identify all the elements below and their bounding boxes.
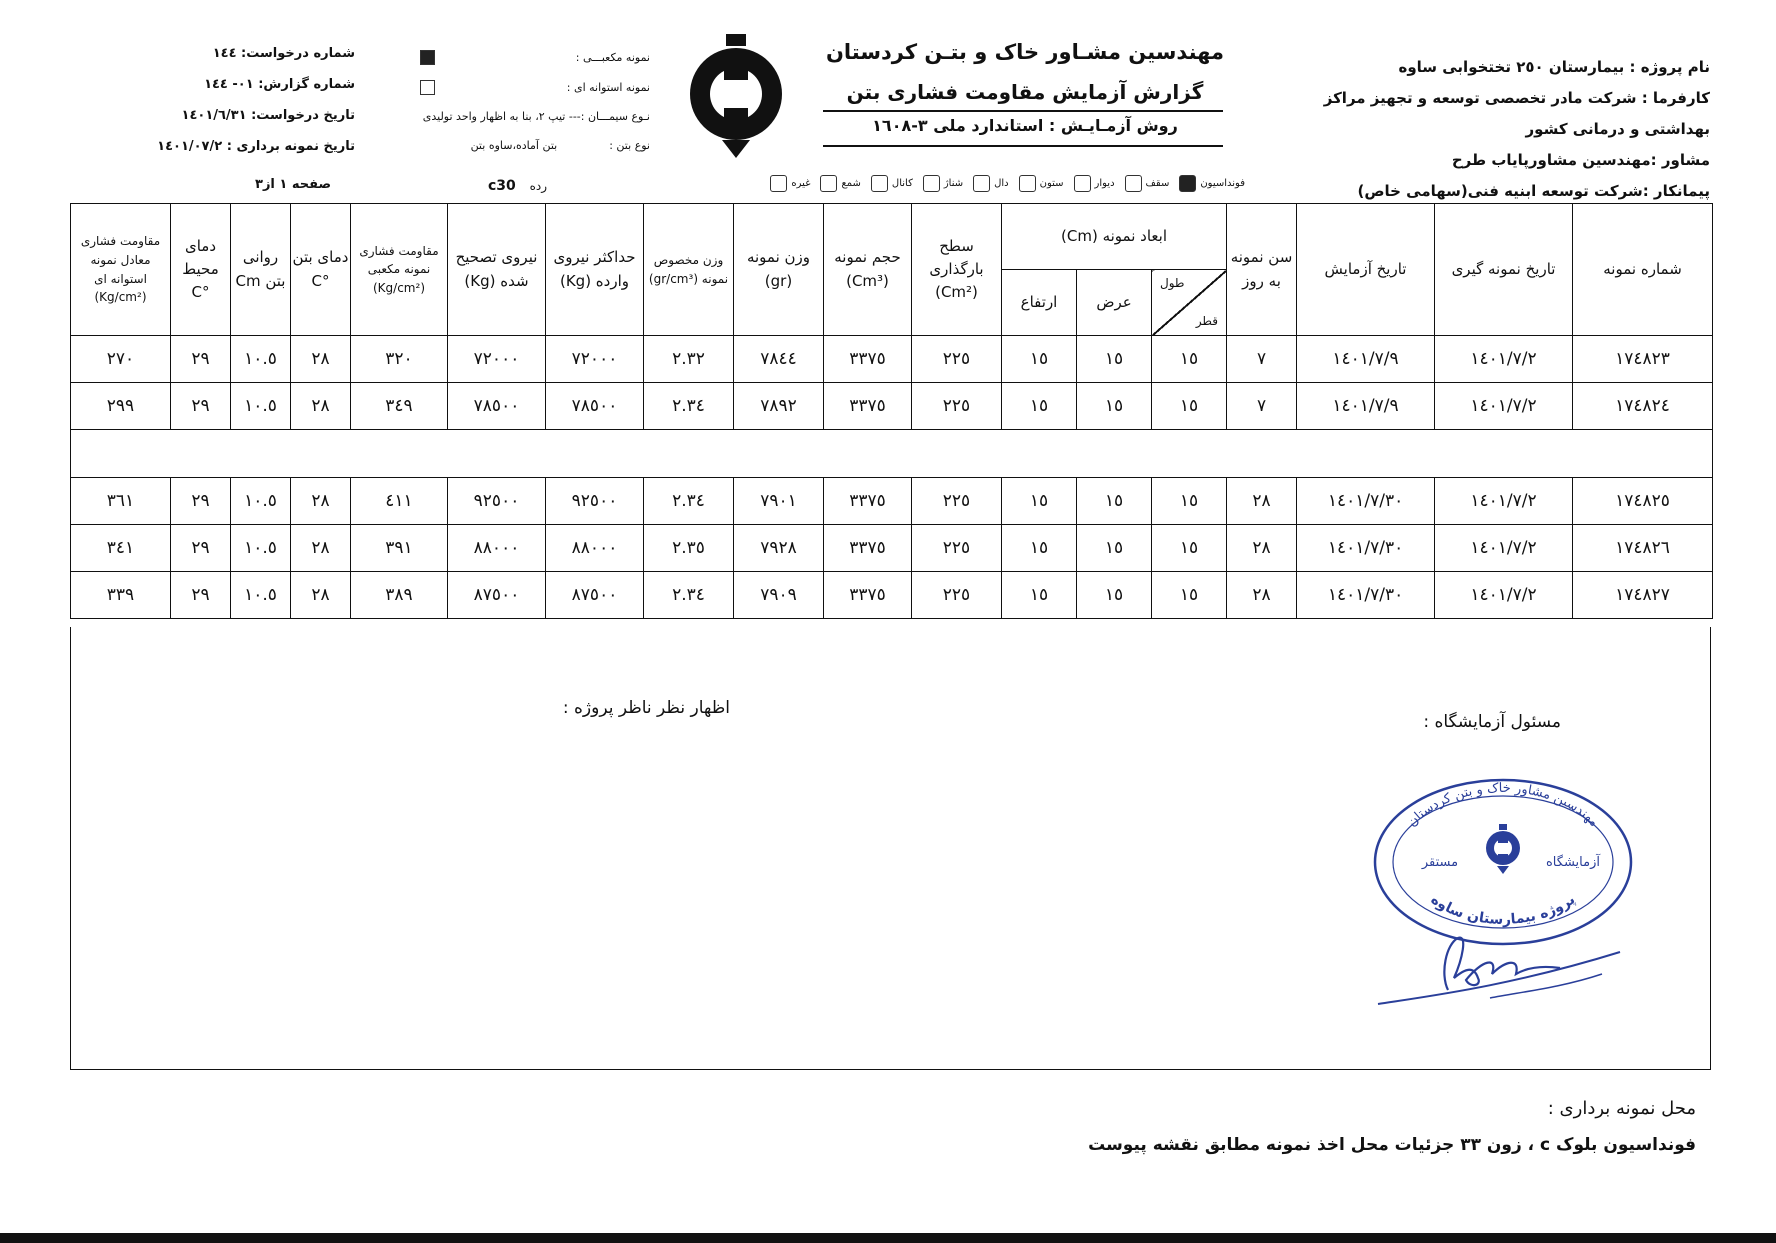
table-cell: ١٤٠١/٧/٢ <box>1435 478 1573 525</box>
table-cell: ١٥ <box>1002 525 1077 572</box>
table-cell: ٣٣٧٥ <box>824 336 912 383</box>
table-cell: ٢.٣٤ <box>644 383 734 430</box>
table-cell: ٧٨٥٠٠ <box>448 383 546 430</box>
element-foundation[interactable]: فونداسیون <box>1179 175 1245 192</box>
table-row <box>71 572 1713 619</box>
table-cell: ١٥ <box>1152 572 1227 619</box>
svg-text:مهندسین مشاور خاک و بتن کردستا <box>1405 781 1602 830</box>
table-cell: ١٠.٥ <box>231 478 291 525</box>
table-cell: ٧ <box>1227 383 1297 430</box>
grade-label: رده <box>529 179 548 193</box>
table-cell: ١٠.٥ <box>231 572 291 619</box>
checkbox-icon <box>820 175 837 192</box>
element-wall[interactable]: دیوار <box>1074 175 1115 192</box>
concrete-type-label: نوع بتن : <box>609 139 650 152</box>
table-cell: ١٠.٥ <box>231 336 291 383</box>
col-length-diameter: طول قطر <box>1152 270 1227 336</box>
project-info <box>1290 52 1710 207</box>
element-other[interactable]: غیره <box>770 175 810 192</box>
stamp-project: پروژه بیمارستان ساوه <box>1427 891 1579 928</box>
table-cell: ٢٨ <box>291 572 351 619</box>
table-cell: ٢.٣٥ <box>644 525 734 572</box>
supervisor-opinion: اظهار نظر ناظر پروژه : <box>562 698 730 718</box>
checkbox-icon <box>871 175 888 192</box>
method-rule <box>823 145 1223 147</box>
col-height: ارتفاع <box>1002 270 1077 336</box>
table-cell: ٣٦١ <box>71 478 171 525</box>
element-tie-beam[interactable]: شناژ <box>923 175 963 192</box>
table-cell: ١٥ <box>1077 478 1152 525</box>
col-sampling-date: تاریخ نمونه گیری <box>1435 204 1573 336</box>
results-table <box>70 203 1713 619</box>
checkbox-icon <box>923 175 940 192</box>
table-cell: ١٧٤٨٢٥ <box>1573 478 1713 525</box>
col-cyl-strength: مقاومت فشاری معادل نمونه استوانه ای (Kg/cm²) <box>71 204 171 336</box>
table-cell: ٩٢٥٠٠ <box>546 478 644 525</box>
sampling-date: تاریخ نمونه برداری : ١٤٠١/٠٧/٢ <box>157 139 355 154</box>
table-cell: ٧٢٠٠٠ <box>546 336 644 383</box>
company-name: مهندسین مشـاور خاک و بتـن کردستان <box>825 40 1224 64</box>
lab-responsible: مسئول آزمایشگاه : <box>1423 712 1561 732</box>
col-slump: روانی بتن Cm <box>231 204 291 336</box>
table-cell: ١٧٤٨٢٧ <box>1573 572 1713 619</box>
table-cell: ٤١١ <box>351 478 448 525</box>
table-cell: ١٥ <box>1077 336 1152 383</box>
table-cell: ٢٩ <box>171 525 231 572</box>
table-cell: ٣٢٠ <box>351 336 448 383</box>
table-cell: ٢٨ <box>291 383 351 430</box>
table-cell: ٨٧٥٠٠ <box>448 572 546 619</box>
signature <box>1370 930 1630 1010</box>
table-cell: ١٥ <box>1152 525 1227 572</box>
table-cell: ١٥ <box>1152 336 1227 383</box>
table-cell: ٧ <box>1227 336 1297 383</box>
table-cell: ٢.٣٤ <box>644 572 734 619</box>
table-cell: ٢٢٥ <box>912 383 1002 430</box>
col-concrete-temp: دمای بتن °C <box>291 204 351 336</box>
table-cell: ٢٧٠ <box>71 336 171 383</box>
project-name: نام پروژه : بیمارستان ٢٥٠ تختخوابی ساوه <box>1398 58 1710 76</box>
employer-line2: بهداشتی و درمانی کشور <box>1525 120 1710 138</box>
element-type-row <box>720 175 1245 192</box>
table-cell: ٧٩٠٩ <box>734 572 824 619</box>
grade-value: c30 <box>488 178 516 194</box>
consultant: مشاور :مهندسین مشاورپایاب طرح <box>1451 151 1710 169</box>
table-cell: ١٤٠١/٧/٢ <box>1435 383 1573 430</box>
col-dimensions: ابعاد نمونه (Cm) <box>1002 204 1227 270</box>
request-number: شماره درخواست: ١٤٤ <box>212 46 355 61</box>
element-pile[interactable]: شمع <box>820 175 860 192</box>
cube-checkbox[interactable] <box>420 50 435 65</box>
table-cell: ٣٣٧٥ <box>824 383 912 430</box>
table-cell: ٢٨ <box>291 336 351 383</box>
table-cell: ٢٩ <box>171 572 231 619</box>
checkbox-icon <box>1019 175 1036 192</box>
cement-type: نـوع سیمـــان :--- تیپ ٢، بنا به اظهار واحد تولیدی <box>422 110 650 123</box>
table-cell: ٢٨ <box>1227 478 1297 525</box>
lab-stamp <box>1368 774 1638 949</box>
col-volume: حجم نمونه (Cm³) <box>824 204 912 336</box>
table-cell: ١٧٤٨٢٦ <box>1573 525 1713 572</box>
svg-text:پروژه بیمارستان ساوه <box>1428 892 1579 928</box>
table-cell: ٣٨٩ <box>351 572 448 619</box>
element-slab-roof[interactable]: سقف <box>1125 175 1170 192</box>
table-cell: ٣٣٧٥ <box>824 572 912 619</box>
cylinder-label: نمونه استوانه ای : <box>566 80 650 94</box>
table-cell: ١٤٠١/٧/٣٠ <box>1297 478 1435 525</box>
table-cell: ١٥ <box>1002 572 1077 619</box>
logo-icon <box>688 32 784 160</box>
table-cell: ٣٣٩ <box>71 572 171 619</box>
col-corrected-force: نیروی تصحیح شده (Kg) <box>448 204 546 336</box>
table-cell: ١٥ <box>1152 383 1227 430</box>
stamp-outer-text: مهندسین مشاور خاک و بتن کردستان <box>1404 780 1602 830</box>
checkbox-icon <box>1179 175 1196 192</box>
page-number: صفحه ١ از٣ <box>255 177 332 192</box>
employer-line1: کارفرما : شرکت مادر تخصصی توسعه و تجهیز مراکز <box>1323 89 1710 107</box>
table-cell: ١٥ <box>1077 383 1152 430</box>
table-cell: ٢.٣٤ <box>644 478 734 525</box>
col-cube-strength: مقاومت فشاری نمونه مکعبی (Kg/cm²) <box>351 204 448 336</box>
table-cell: ١٤٠١/٧/٣٠ <box>1297 572 1435 619</box>
table-cell: ٨٧٥٠٠ <box>546 572 644 619</box>
test-method: روش آزمـایـش : استاندارد ملی ٣-١٦٠٨ <box>872 116 1178 135</box>
col-sample-no: شماره نمونه <box>1573 204 1713 336</box>
table-cell: ٨٨٠٠٠ <box>546 525 644 572</box>
table-cell: ٢٢٥ <box>912 525 1002 572</box>
table-cell: ٣٤٩ <box>351 383 448 430</box>
report-number: شماره گزارش: ٠١- ١٤٤ <box>204 77 355 92</box>
concrete-type-value: بتن آماده،ساوه بتن <box>470 139 558 152</box>
company-logo <box>688 32 784 160</box>
table-cell: ٢٨ <box>291 525 351 572</box>
table-cell: ٨٨٠٠٠ <box>448 525 546 572</box>
stamp-resident: مستقر <box>1421 855 1459 870</box>
table-cell: ١٤٠١/٧/٩ <box>1297 336 1435 383</box>
table-cell: ٢٢٥ <box>912 478 1002 525</box>
table-cell: ٢٩٩ <box>71 383 171 430</box>
col-weight: وزن نمونه (gr) <box>734 204 824 336</box>
element-dal[interactable]: دال <box>973 175 1009 192</box>
table-cell: ١٥ <box>1077 572 1152 619</box>
table-cell: ٩٢٥٠٠ <box>448 478 546 525</box>
scan-edge <box>0 1233 1776 1243</box>
table-cell: ١٧٤٨٢٣ <box>1573 336 1713 383</box>
table-cell: ٢٩ <box>171 478 231 525</box>
table-cell: ١٠.٥ <box>231 525 291 572</box>
table-cell: ٧٨٤٤ <box>734 336 824 383</box>
table-cell: ٢٨ <box>1227 572 1297 619</box>
table-cell: ٢٢٥ <box>912 336 1002 383</box>
table-cell: ١٤٠١/٧/٢ <box>1435 572 1573 619</box>
table-cell: ٣٤١ <box>71 525 171 572</box>
cube-label: نمونه مکعبـــی : <box>575 50 650 64</box>
table-cell: ١٤٠١/٧/٢ <box>1435 525 1573 572</box>
table-cell: ٧٢٠٠٠ <box>448 336 546 383</box>
table-cell: ٧٩٠١ <box>734 478 824 525</box>
table-cell: ٢٩ <box>171 336 231 383</box>
table-cell: ١٤٠١/٧/٩ <box>1297 383 1435 430</box>
table-cell: ١٥ <box>1002 478 1077 525</box>
stamp-logo-icon <box>1486 824 1520 874</box>
table-row <box>71 383 1713 430</box>
table-cell: ٢٢٥ <box>912 572 1002 619</box>
table-cell: ١٠.٥ <box>231 383 291 430</box>
table-cell: ١٧٤٨٢٤ <box>1573 383 1713 430</box>
table-cell: ٢٩ <box>171 383 231 430</box>
table-cell: ١٥ <box>1002 336 1077 383</box>
table-cell: ٢٨ <box>1227 525 1297 572</box>
element-channel[interactable]: کانال <box>871 175 913 192</box>
col-test-date: تاریخ آزمایش <box>1297 204 1435 336</box>
table-cell: ٧٨٩٢ <box>734 383 824 430</box>
request-date: تاریخ درخواست: ١٤٠١/٦/٣١ <box>181 108 355 123</box>
sampling-location-value: فونداسیون بلوک c ، زون ٣٣ جزئیات محل اخذ نمونه مطابق نقشه پیوست <box>1088 1135 1696 1155</box>
table-cell: ١٥ <box>1002 383 1077 430</box>
table-cell: ٧٨٥٠٠ <box>546 383 644 430</box>
table-cell: ٣٣٧٥ <box>824 525 912 572</box>
element-column[interactable]: ستون <box>1019 175 1064 192</box>
report-title: گزارش آزمایش مقاومت فشاری بتن <box>846 80 1204 104</box>
contractor: پیمانکار :شرکت توسعه ابنیه فنی(سهامی خاص) <box>1357 182 1710 200</box>
table-cell: ٢٨ <box>291 478 351 525</box>
table-cell: ١٤٠١/٧/٢ <box>1435 336 1573 383</box>
table-row <box>71 525 1713 572</box>
table-row <box>71 336 1713 383</box>
sampling-location-label: محل نمونه برداری : <box>1547 1098 1696 1119</box>
table-cell: ١٥ <box>1152 478 1227 525</box>
col-width: عرض <box>1077 270 1152 336</box>
table-row <box>71 478 1713 525</box>
table-cell: ٢.٣٢ <box>644 336 734 383</box>
table-cell: ١٥ <box>1077 525 1152 572</box>
col-area: سطح بارگذاری (Cm²) <box>912 204 1002 336</box>
checkbox-icon <box>1074 175 1091 192</box>
title-rule <box>823 110 1223 112</box>
table-cell: ٣٣٧٥ <box>824 478 912 525</box>
checkbox-icon <box>1125 175 1142 192</box>
table-cell: ٣٩١ <box>351 525 448 572</box>
checkbox-icon <box>770 175 787 192</box>
col-ambient-temp: دمای محیط °C <box>171 204 231 336</box>
cylinder-checkbox[interactable] <box>420 80 435 95</box>
request-info <box>150 38 355 162</box>
checkbox-icon <box>973 175 990 192</box>
table-cell: ١٤٠١/٧/٣٠ <box>1297 525 1435 572</box>
table-spacer-row <box>71 430 1713 478</box>
col-density: وزن مخصوص نمونه (gr/cm³) <box>644 204 734 336</box>
col-max-force: حداکثر نیروی وارده (Kg) <box>546 204 644 336</box>
col-age: سن نمونه به روز <box>1227 204 1297 336</box>
stamp-lab: آزمایشگاه <box>1546 855 1600 870</box>
table-cell: ٧٩٢٨ <box>734 525 824 572</box>
